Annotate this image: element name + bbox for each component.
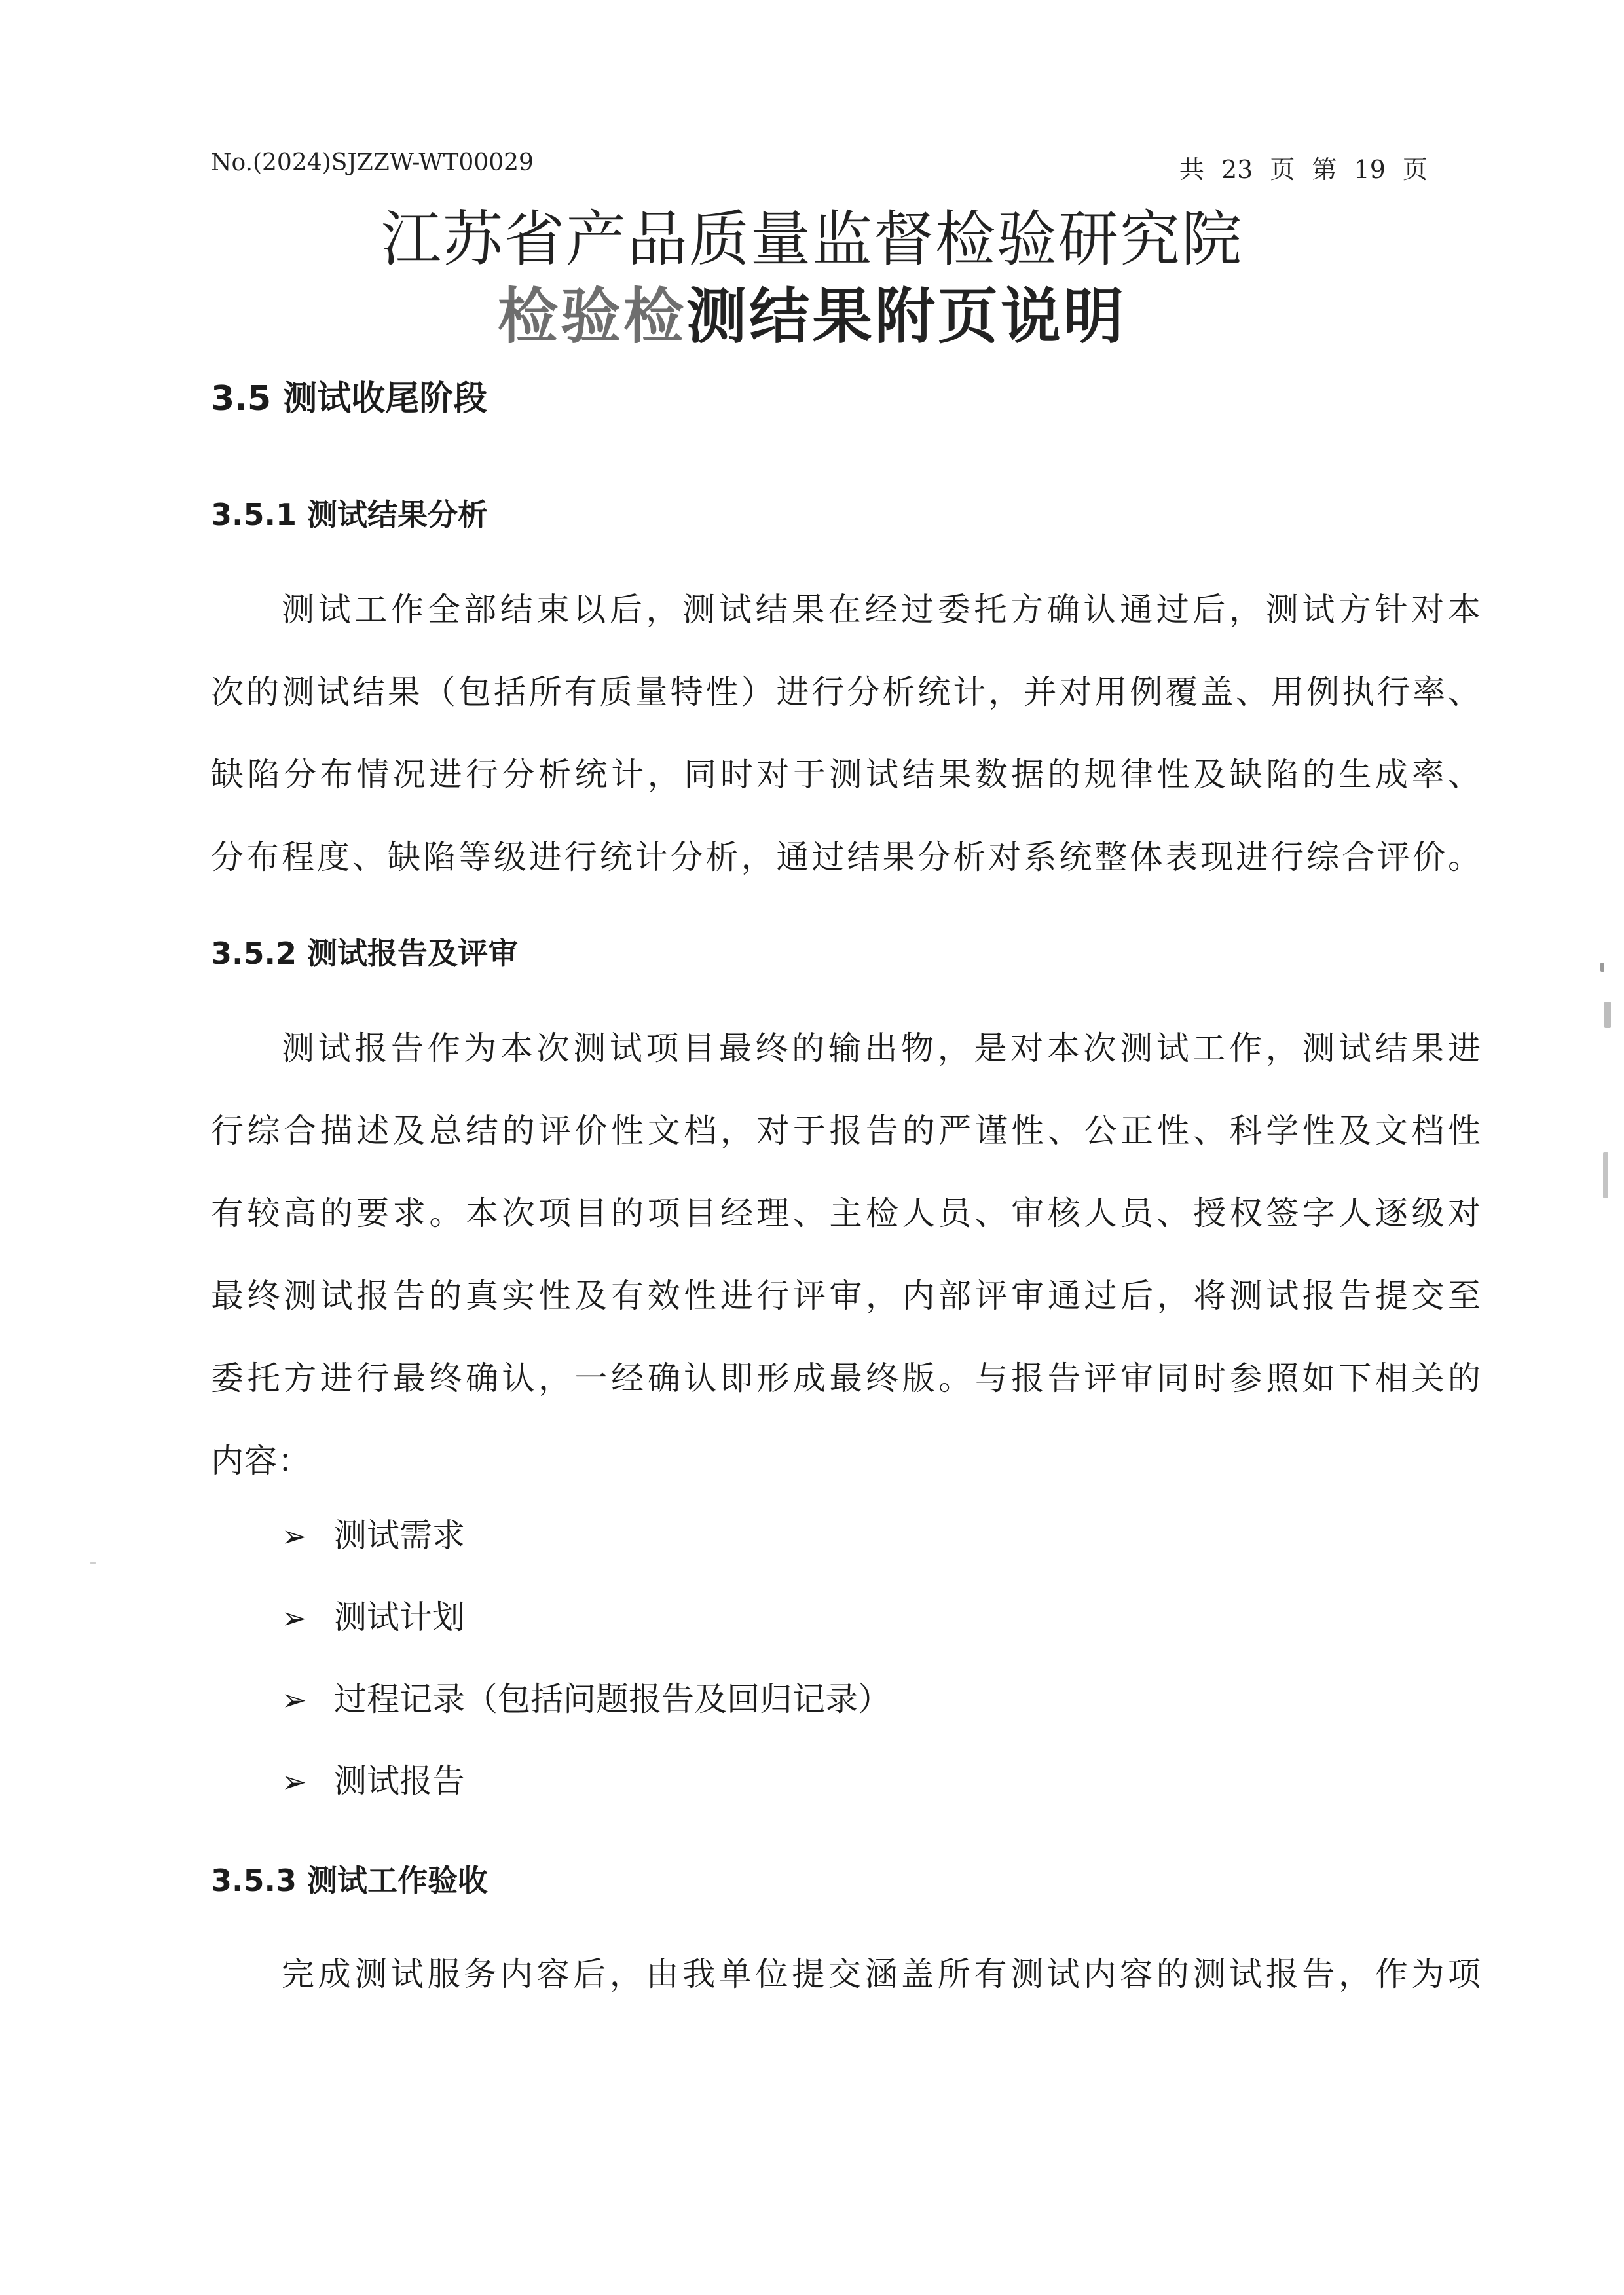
list-item [282, 1509, 465, 1556]
arrow-bullet-icon: ➢ [282, 1764, 307, 1799]
paragraph-line: 行综合描述及总结的评价性文档，对于报告的严谨性、公正性、科学性及文档性 [211, 1112, 1481, 1150]
list-item-text: 过程记录（包括问题报告及回归记录） [334, 1680, 891, 1718]
list-item [282, 1591, 465, 1638]
scan-artifact [90, 1562, 96, 1564]
paragraph-result-analysis [211, 568, 1481, 898]
arrow-bullet-icon: ➢ [282, 1518, 307, 1554]
list-item [282, 1673, 891, 1720]
scan-artifact [1603, 1152, 1608, 1198]
paragraph-line: 内容： [211, 1442, 311, 1480]
organization-title: 江苏省产品质量监督检验研究院 [380, 204, 1243, 274]
section-heading: 3.5 测试收尾阶段 [211, 379, 488, 418]
paragraph-acceptance [211, 1933, 1481, 2015]
subsection-heading-3: 3.5.3 测试工作验收 [211, 1863, 488, 1898]
arrow-bullet-icon: ➢ [282, 1600, 307, 1636]
document-title-part-2: 测结果附页说明 [686, 282, 1127, 352]
list-item-text: 测试报告 [334, 1762, 465, 1800]
paragraph-line: 分布程度、缺陷等级进行统计分析，通过结果分析对系统整体表现进行综合评价。 [211, 838, 1481, 876]
paragraph-line: 完成测试服务内容后，由我单位提交涵盖所有测试内容的测试报告，作为项 [282, 1955, 1481, 1993]
paragraph-line: 缺陷分布情况进行分析统计，同时对于测试结果数据的规律性及缺陷的生成率、 [211, 756, 1481, 794]
document-title-part-1: 检验检 [497, 282, 686, 352]
paragraph-line: 委托方进行最终确认，一经确认即形成最终版。与报告评审同时参照如下相关的 [211, 1359, 1481, 1397]
paragraph-line: 次的测试结果（包括所有质量特性）进行分析统计，并对用例覆盖、用例执行率、 [211, 673, 1481, 711]
list-item [282, 1755, 465, 1802]
page-counter: 共 23 页 第 19 页 [1179, 155, 1428, 184]
paragraph-line: 测试报告作为本次测试项目最终的输出物，是对本次测试工作，测试结果进 [282, 1029, 1481, 1067]
document-title [0, 268, 1624, 355]
arrow-bullet-icon: ➢ [282, 1682, 307, 1717]
paragraph-line: 测试工作全部结束以后，测试结果在经过委托方确认通过后，测试方针对本 [282, 591, 1481, 629]
list-item-text: 测试计划 [334, 1598, 465, 1636]
paragraph-line: 最终测试报告的真实性及有效性进行评审，内部评审通过后，将测试报告提交至 [211, 1277, 1481, 1315]
list-item-text: 测试需求 [334, 1516, 465, 1554]
scan-artifact [1604, 1002, 1611, 1028]
document-number: No.(2024)SJZZW-WT00029 [211, 149, 534, 176]
paragraph-report-review [211, 1007, 1481, 1502]
scan-artifact [1600, 963, 1604, 972]
subsection-heading-2: 3.5.2 测试报告及评审 [211, 936, 518, 971]
subsection-heading-1: 3.5.1 测试结果分析 [211, 497, 488, 532]
paragraph-line: 有较高的要求。本次项目的项目经理、主检人员、审核人员、授权签字人逐级对 [211, 1194, 1481, 1232]
